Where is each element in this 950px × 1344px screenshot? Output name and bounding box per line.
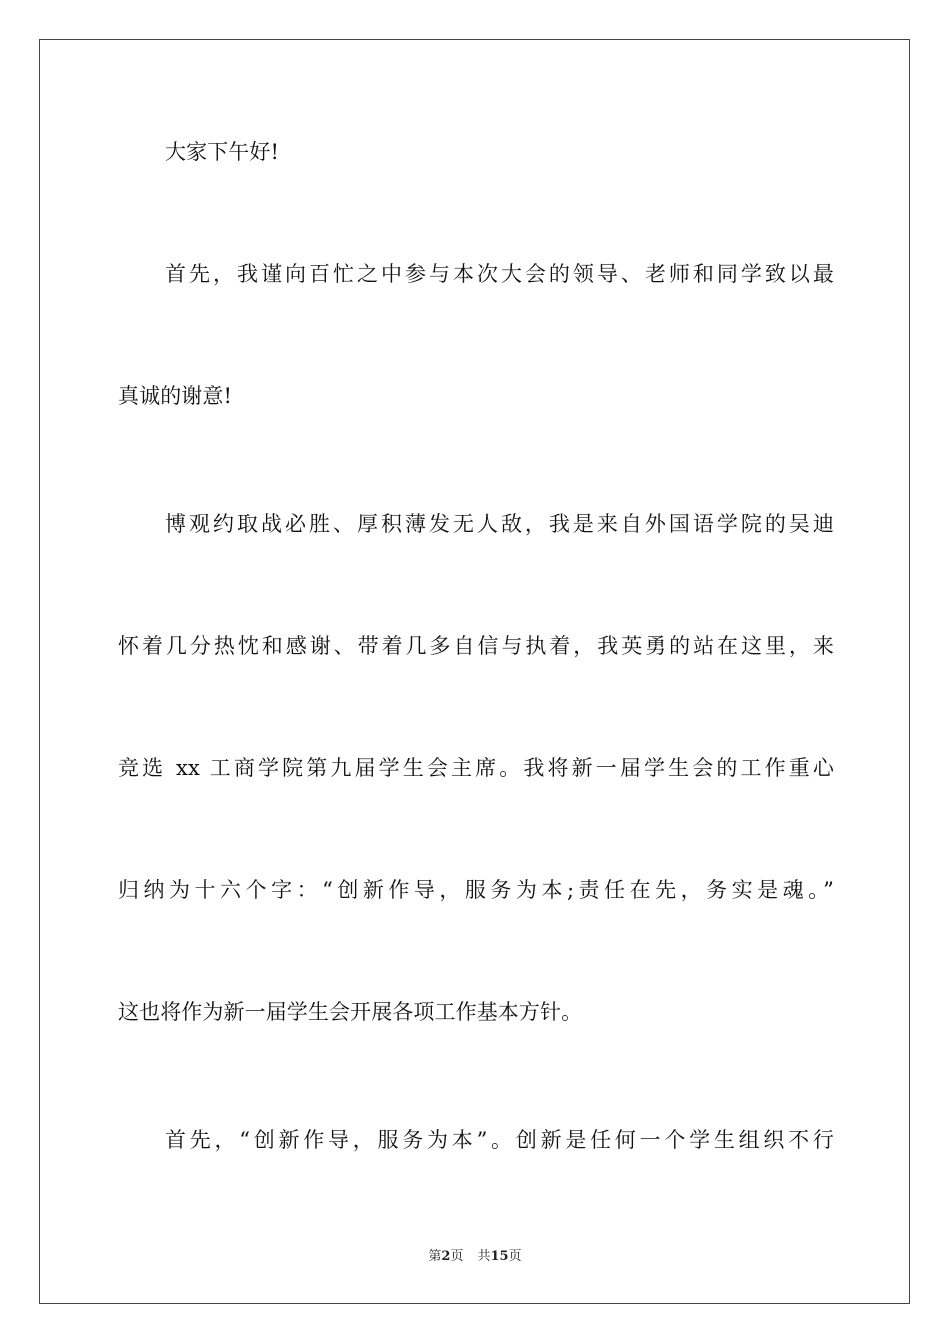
body-line-5: 怀着几分热忱和感谢、带着几多自信与执着，我英勇的站在这里，来 (118, 634, 834, 658)
footer-total-pages: 15 (490, 1249, 509, 1264)
footer-page-suffix: 页 (450, 1249, 464, 1264)
body-line-4: 博观约取战必胜、厚积薄发无人敌，我是来自外国语学院的吴迪 (165, 512, 834, 536)
body-line-6: 竞选 xx 工商学院第九届学生会主席。我将新一届学生会的工作重心 (118, 756, 834, 780)
body-line-1: 大家下午好! (165, 140, 280, 164)
body-line-9: 首先，“创新作导，服务为本”。创新是任何一个学生组织不行 (165, 1128, 834, 1152)
page-border (39, 39, 910, 1304)
body-line-8: 这也将作为新一届学生会开展各项工作基本方针。 (118, 1000, 583, 1024)
footer-total-prefix: 共 (477, 1249, 491, 1264)
footer-page-prefix: 第 (428, 1249, 442, 1264)
body-line-7: 归纳为十六个字：“创新作导，服务为本;责任在先，务实是魂。” (118, 878, 834, 902)
page-footer (0, 1247, 950, 1267)
footer-total-suffix: 页 (508, 1249, 522, 1264)
body-line-2: 首先，我谨向百忙之中参与本次大会的领导、老师和同学致以最 (165, 262, 834, 286)
footer-current-page: 2 (441, 1249, 451, 1264)
body-line-3: 真诚的谢意! (118, 384, 233, 408)
